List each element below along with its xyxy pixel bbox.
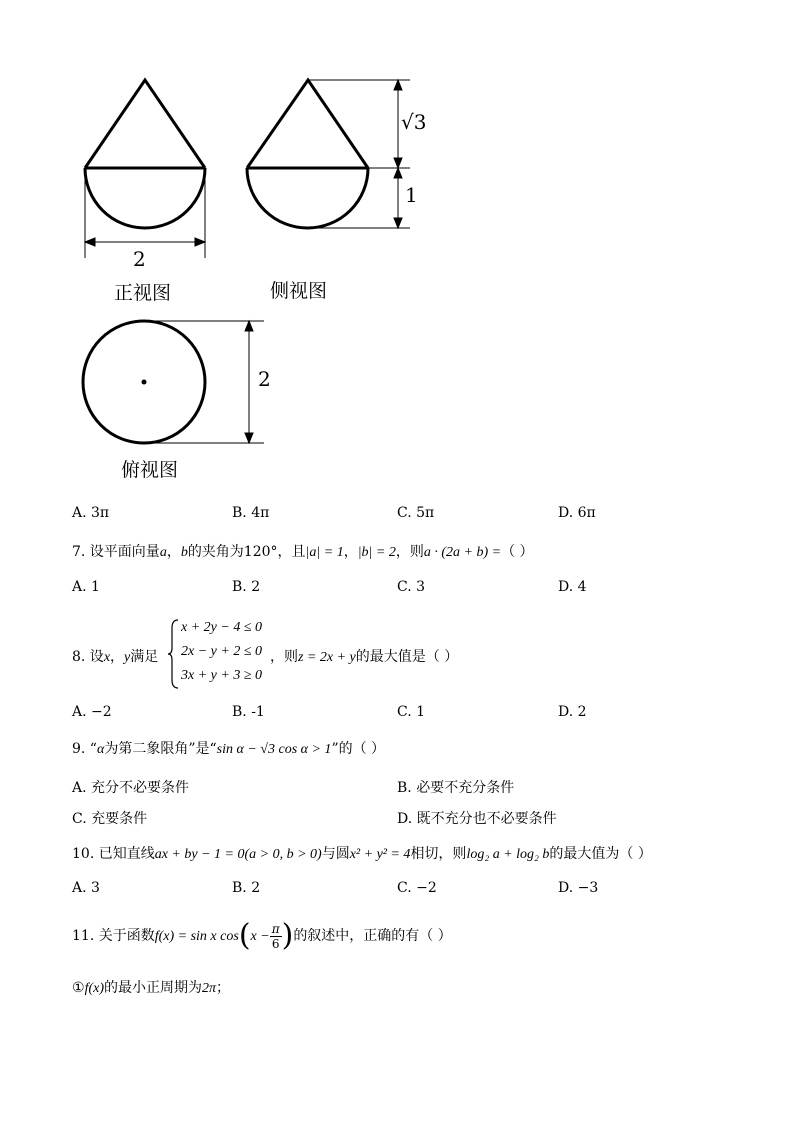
q7-option-c: C. 3 — [397, 579, 426, 595]
q8-brace — [168, 618, 180, 690]
q8-objective: z = 2x + y — [298, 650, 356, 665]
q7-vector-a: a — [159, 545, 167, 560]
q10-stem-end: 的最大值为（ ） — [549, 846, 652, 862]
side-view-arrow-2 — [394, 158, 402, 168]
top-view-drawing — [83, 321, 264, 443]
q8-stem-post: ，则 — [270, 649, 298, 665]
q11-stem-end: 的叙述中，正确的有（ ） — [293, 928, 452, 944]
q8-var-x: x — [103, 650, 111, 665]
q9-option-b: B. 必要不充分条件 — [397, 780, 515, 796]
side-view-caption: 侧视图 — [270, 280, 328, 302]
q10-option-c: C. −2 — [397, 880, 437, 896]
q8-satisfy: 满足 — [130, 649, 159, 665]
front-view-triangle — [85, 80, 205, 168]
q8-option-b: B. -1 — [232, 704, 265, 720]
q7-condition-2: |b| = 2 — [357, 545, 396, 560]
q10-line-equation: ax + by − 1 = 0 — [154, 847, 245, 862]
q10-condition: (a > 0, b > 0) — [244, 847, 322, 862]
three-view-figures — [0, 0, 794, 500]
q10-mid: 与圆 — [321, 846, 350, 862]
q10-option-a: A. 3 — [72, 880, 100, 896]
side-view-triangle — [247, 80, 368, 168]
q7-stem-pre: 7. 设平面向量 — [72, 544, 160, 560]
top-view-arrow-top — [245, 321, 253, 331]
q8-inequality-3: 3x + y + 3 ≥ 0 — [181, 668, 263, 683]
q8-inequality-2: 2x − y + 2 ≤ 0 — [181, 644, 263, 659]
q8-stem-end: 的最大值是（ ） — [355, 649, 459, 665]
q11-item1-marker: ① — [72, 980, 85, 996]
q6-option-c: C. 5π — [397, 505, 435, 521]
question-10-stem — [72, 843, 652, 863]
q11-stem-pre: 11. 关于函数 — [72, 928, 155, 944]
q11-function: f(x) = sin x cos — [154, 929, 239, 944]
q6-option-a: A. 3π — [72, 505, 110, 521]
q7-option-a: A. 1 — [72, 579, 100, 595]
q9-condition-a: 为第二象限角”是“ — [104, 741, 217, 757]
q10-stem-pre: 10. 已知直线 — [72, 846, 155, 862]
q11-fraction-numerator: π — [271, 921, 280, 936]
top-view-center-dot — [142, 380, 147, 385]
q9-option-d: D. 既不充分也不必要条件 — [397, 811, 557, 827]
q8-option-c: C. 1 — [397, 704, 426, 720]
side-view-semicircle — [247, 168, 368, 228]
side-bottom-height-label: 1 — [405, 183, 418, 207]
front-view-arrow-right — [195, 238, 205, 246]
q11-fraction — [270, 922, 282, 951]
q11-item1-text: 的最小正周期为 — [104, 980, 202, 996]
front-view-arrow-left — [85, 238, 95, 246]
top-view-arrow-bottom — [245, 433, 253, 443]
q9-alpha: α — [96, 742, 105, 757]
q9-stem-end: ”的（ ） — [331, 741, 386, 757]
q8-option-a: A. −2 — [72, 704, 112, 720]
q11-paren-open: ( — [238, 918, 251, 953]
q7-stem-mid2: ，则 — [395, 544, 424, 560]
q11-paren-close: ) — [281, 918, 294, 953]
q7-option-b: B. 2 — [232, 579, 261, 595]
top-view-caption: 俯视图 — [121, 459, 179, 481]
question-8-stem-pre: 8. 设x，y满足 — [72, 649, 159, 665]
front-view-drawing — [85, 80, 205, 258]
top-diameter-label: 2 — [258, 367, 271, 391]
q10-circle-equation: x² + y² = 4 — [349, 847, 411, 862]
q11-fraction-denominator: 6 — [271, 936, 280, 951]
q8-stem-pre: 8. 设 — [72, 649, 104, 665]
front-view-caption: 正视图 — [114, 282, 172, 304]
q8-constraint-system — [181, 616, 262, 688]
q8-option-d: D. 2 — [558, 704, 587, 720]
q11-item-1 — [72, 977, 230, 997]
q7-option-d: D. 4 — [558, 579, 587, 595]
q9-option-a: A. 充分不必要条件 — [72, 780, 190, 796]
q11-item1-end: ； — [216, 980, 231, 996]
q7-stem-mid: 的夹角为120°，且 — [187, 544, 306, 560]
q7-expression: a · (2a + b) = — [423, 545, 502, 560]
q7-separator: ， — [166, 544, 181, 560]
front-width-label: 2 — [133, 247, 146, 271]
front-view-semicircle — [85, 168, 205, 228]
q6-option-b: B. 4π — [232, 505, 270, 521]
side-view-drawing — [247, 80, 410, 228]
q7-vector-b: b — [180, 545, 188, 560]
q9-condition-b: sin α − √3 cos α > 1 — [216, 742, 332, 757]
q10-option-b: B. 2 — [232, 880, 261, 896]
q9-option-c: C. 充要条件 — [72, 811, 148, 827]
q8-inequality-1: x + 2y − 4 ≤ 0 — [181, 620, 263, 635]
q10-option-d: D. −3 — [558, 880, 599, 896]
question-11-stem — [72, 916, 452, 956]
side-top-height-label: √3 — [401, 110, 427, 134]
q11-item1-value: 2π — [202, 981, 217, 996]
q6-option-d: D. 6π — [558, 505, 596, 521]
q11-x-minus: x − — [250, 929, 270, 944]
q9-stem-pre: 9. “ — [72, 741, 97, 757]
q10-mid2: 相切，则 — [410, 846, 467, 862]
q7-paren: （ ） — [501, 544, 534, 560]
question-9-stem — [72, 738, 385, 758]
side-view-arrow-4 — [394, 218, 402, 228]
question-7-stem: 7. 设平面向量a，b的夹角为120°，且|a| = 1，|b| = 2，则a · (2a + b) =（ ） — [72, 544, 534, 560]
side-view-arrow-1 — [394, 80, 402, 90]
q7-condition-1: |a| = 1 — [305, 545, 344, 560]
q8-var-y: y — [124, 650, 131, 665]
q11-item1-function: f(x) — [84, 981, 104, 996]
q10-expression: log₂ a + log₂ b — [466, 847, 550, 862]
question-8-stem-post — [270, 646, 458, 666]
side-view-arrow-3 — [394, 168, 402, 178]
